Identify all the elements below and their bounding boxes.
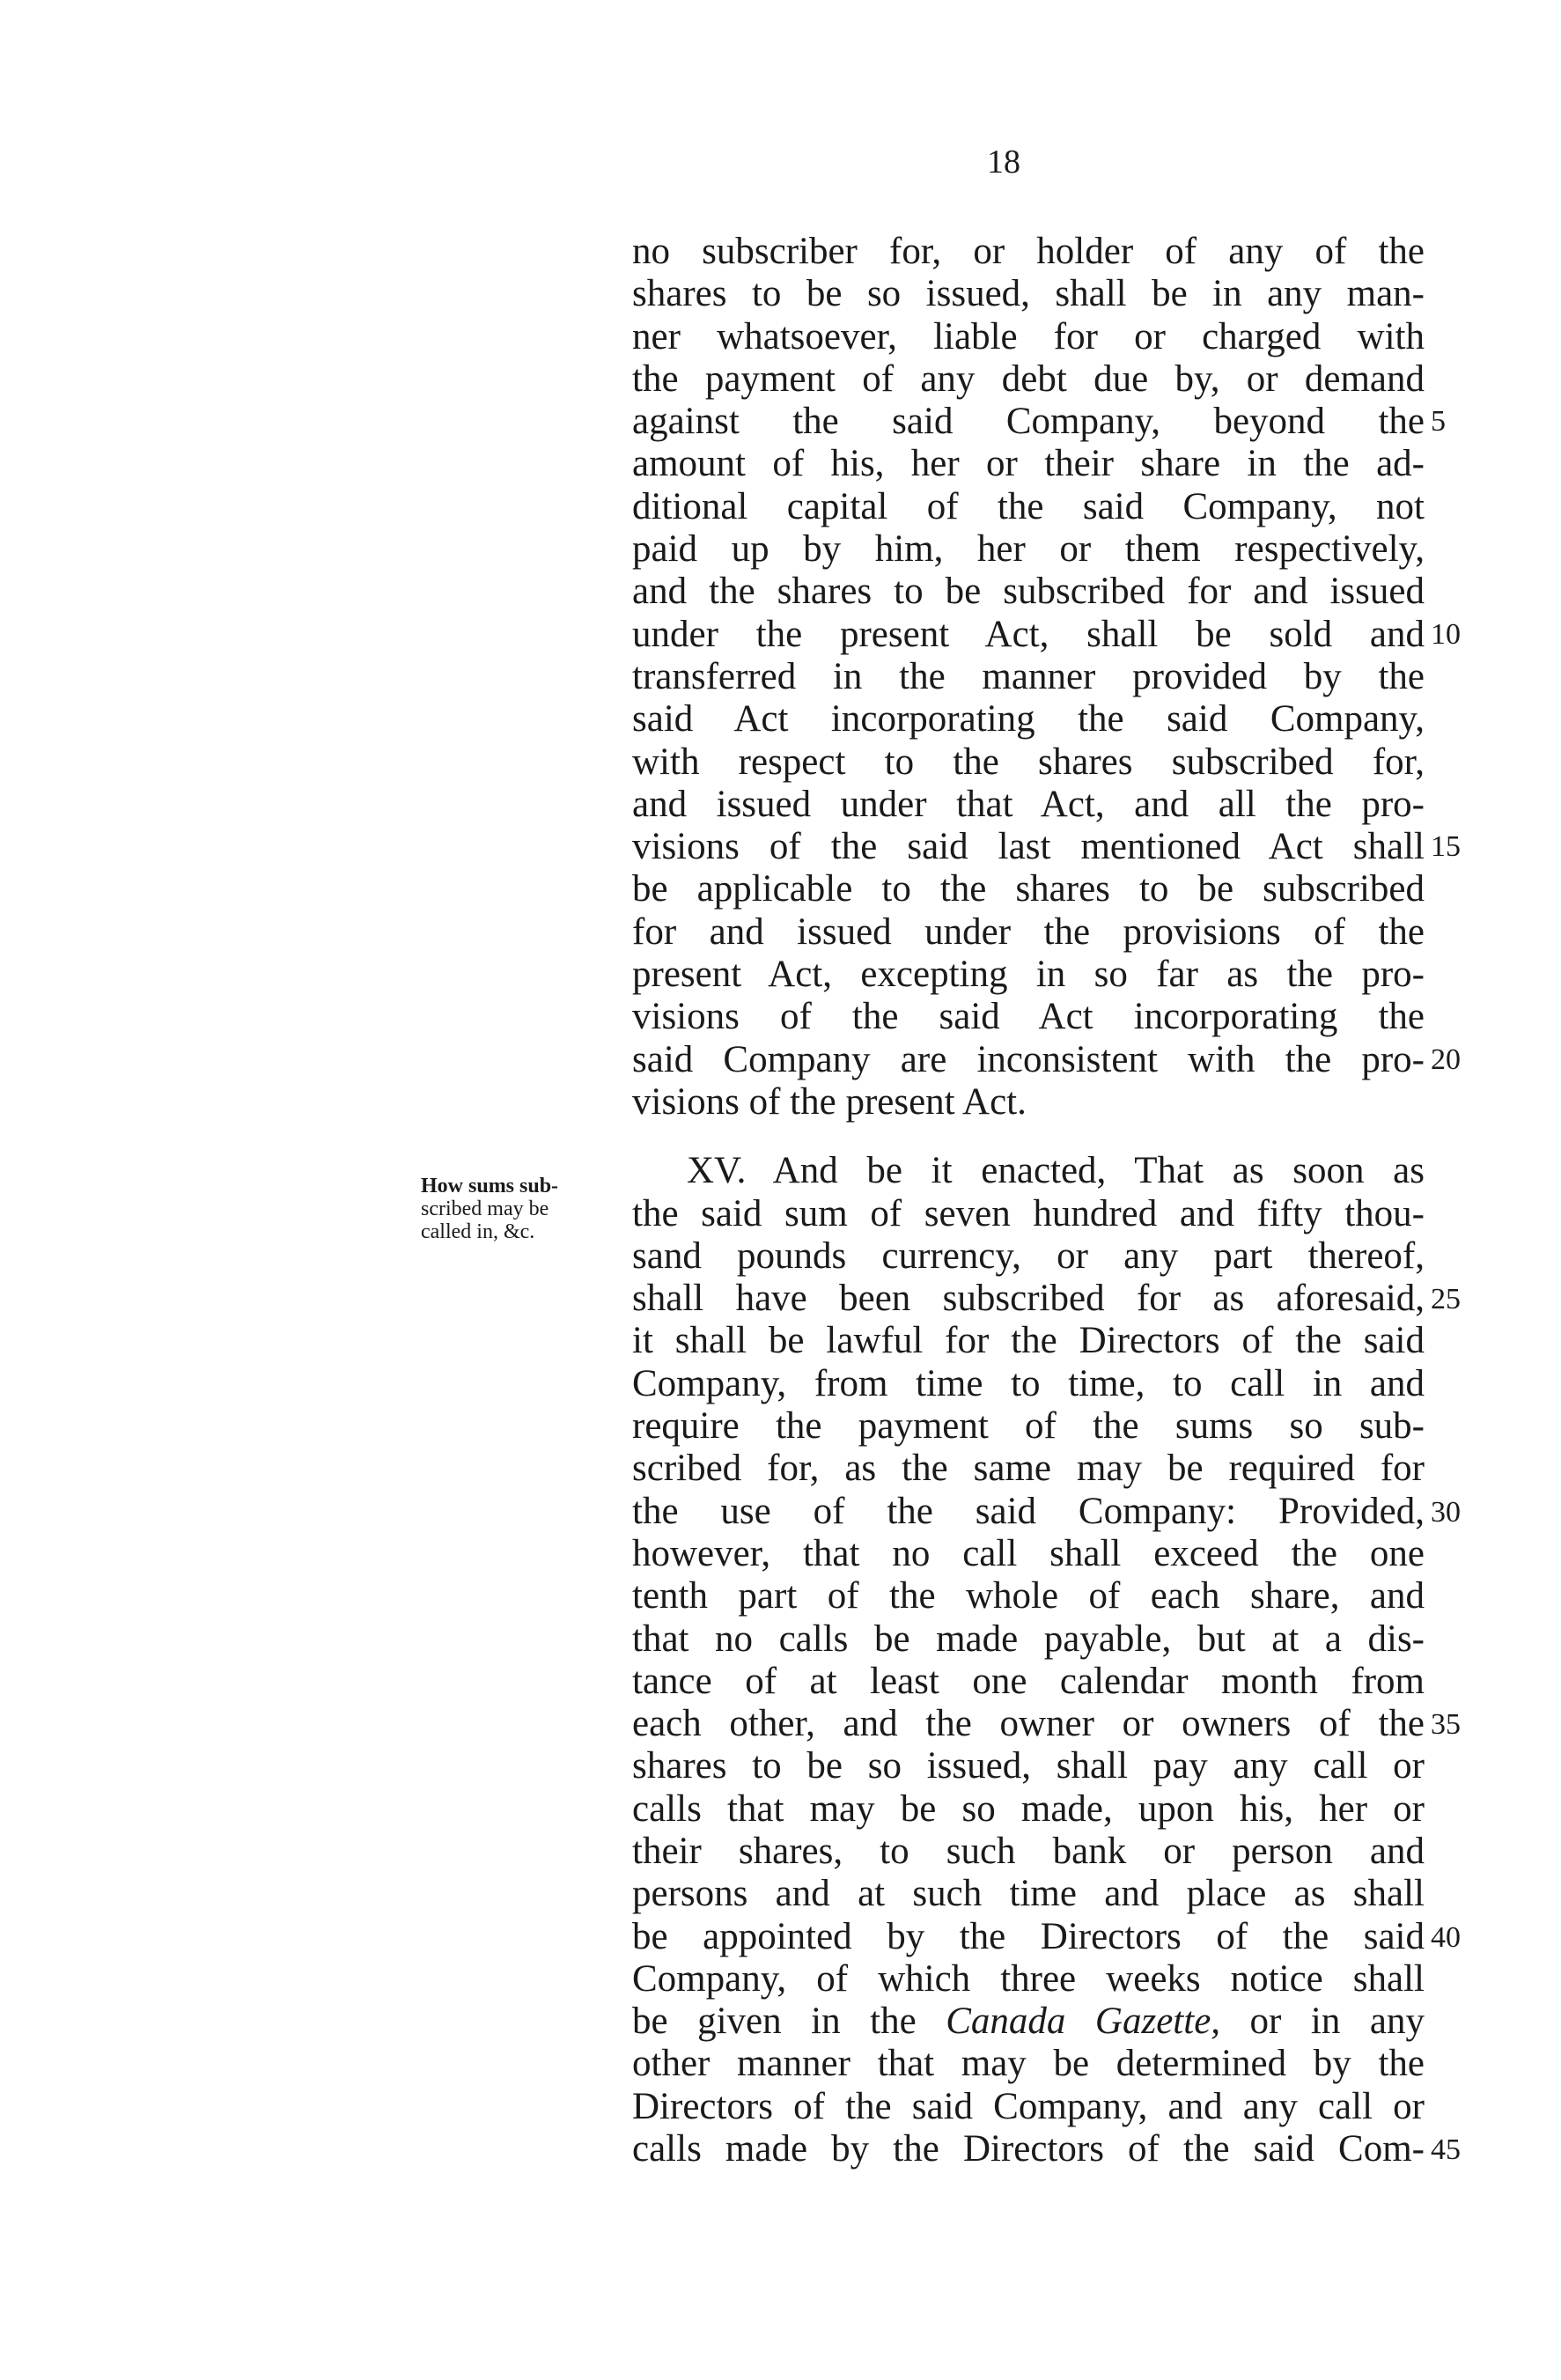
text-line: shares to be so issued, shall pay any call or	[632, 1745, 1425, 1787]
text-line: ner whatsoever, liable for or charged with	[632, 315, 1425, 357]
text-line: tenth part of the whole of each share, and	[632, 1575, 1425, 1617]
text-line: the said sum of seven hundred and fifty thou-	[632, 1192, 1425, 1234]
text-line: transferred in the manner provided by the	[632, 655, 1425, 697]
text-line: shall have been subscribed for as aforesaid,	[632, 1278, 1425, 1320]
line-number: 25	[1431, 1283, 1461, 1315]
text-line: and the shares to be subscribed for and issued	[632, 571, 1425, 613]
text-line: persons and at such time and place as shall	[632, 1873, 1425, 1915]
text-fragment: or in any	[1220, 2001, 1425, 2043]
text-line	[632, 2001, 1425, 2043]
text-line: calls that may be so made, upon his, her or	[632, 1787, 1425, 1830]
text-line: Company, from time to time, to call in and	[632, 1362, 1425, 1404]
text-line: Company, of which three weeks notice shall	[632, 1957, 1425, 2000]
text-line: for and issued under the provisions of the	[632, 910, 1425, 953]
text-line: be appointed by the Directors of the said	[632, 1915, 1425, 1957]
text-line: be applicable to the shares to be subscribed	[632, 868, 1425, 910]
text-line: shares to be so issued, shall be in any man-	[632, 273, 1425, 315]
text-line: tance of at least one calendar month from	[632, 1660, 1425, 1702]
text-line: visions of the said Act incorporating the	[632, 996, 1425, 1038]
text-line: and issued under that Act, and all the pro-	[632, 783, 1425, 825]
text-line: require the payment of the sums so sub-	[632, 1405, 1425, 1448]
text-line: said Company are inconsistent with the pro-	[632, 1038, 1425, 1080]
text-line: the payment of any debt due by, or demand	[632, 357, 1425, 400]
text-line: paid up by him, her or them respectively,	[632, 528, 1425, 571]
line-number: 20	[1431, 1043, 1461, 1076]
text-line: that no calls be made payable, but at a dis-	[632, 1617, 1425, 1660]
text-line: said Act incorporating the said Company,	[632, 698, 1425, 741]
line-number: 40	[1431, 1921, 1461, 1954]
text-line: their shares, to such bank or person and	[632, 1830, 1425, 1872]
line-number: 30	[1431, 1496, 1461, 1529]
text-line: present Act, excepting in so far as the pro-	[632, 954, 1425, 996]
text-line: other manner that may be determined by the	[632, 2043, 1425, 2085]
line-number: 15	[1431, 830, 1461, 863]
text-line: under the present Act, shall be sold and	[632, 613, 1425, 655]
text-line: with respect to the shares subscribed for,	[632, 741, 1425, 783]
text-line: against the said Company, beyond the	[632, 401, 1425, 443]
text-line: each other, and the owner or owners of the	[632, 1703, 1425, 1745]
margin-note-line: How sums sub-	[421, 1175, 559, 1197]
margin-note-line: scribed may be	[421, 1197, 549, 1220]
text-line: ditional capital of the said Company, not	[632, 485, 1425, 527]
margin-note	[421, 1175, 623, 1243]
text-line: calls made by the Directors of the said Com-	[632, 2128, 1425, 2170]
text-line: visions of the said last mentioned Act shall	[632, 826, 1425, 868]
text-line: Directors of the said Company, and any call or	[632, 2085, 1425, 2127]
body-text	[632, 231, 1425, 2170]
text-fragment: be given in the	[632, 2001, 946, 2043]
text-line: the use of the said Company: Provided,	[632, 1490, 1425, 1532]
text-line: sand pounds currency, or any part thereof,	[632, 1234, 1425, 1277]
text-line: visions of the present Act.	[632, 1080, 1027, 1123]
text-line: however, that no call shall exceed the one	[632, 1532, 1425, 1574]
text-line: scribed for, as the same may be required for	[632, 1448, 1425, 1490]
paragraph-gap	[632, 1124, 1425, 1150]
line-number: 5	[1431, 405, 1446, 438]
line-number: 35	[1431, 1708, 1461, 1741]
text-line: amount of his, her or their share in the ad-	[632, 443, 1425, 485]
line-number: 10	[1431, 618, 1461, 651]
gazette-name: Canada Gazette,	[946, 2001, 1221, 2043]
text-line: it shall be lawful for the Directors of the said	[632, 1320, 1425, 1362]
page-number: 18	[987, 144, 1020, 181]
text-line: no subscriber for, or holder of any of the	[632, 231, 1425, 272]
section-heading-line: XV. And be it enacted, That as soon as	[687, 1150, 1425, 1192]
margin-note-line: called in, &c.	[421, 1220, 535, 1243]
line-number: 45	[1431, 2133, 1461, 2166]
